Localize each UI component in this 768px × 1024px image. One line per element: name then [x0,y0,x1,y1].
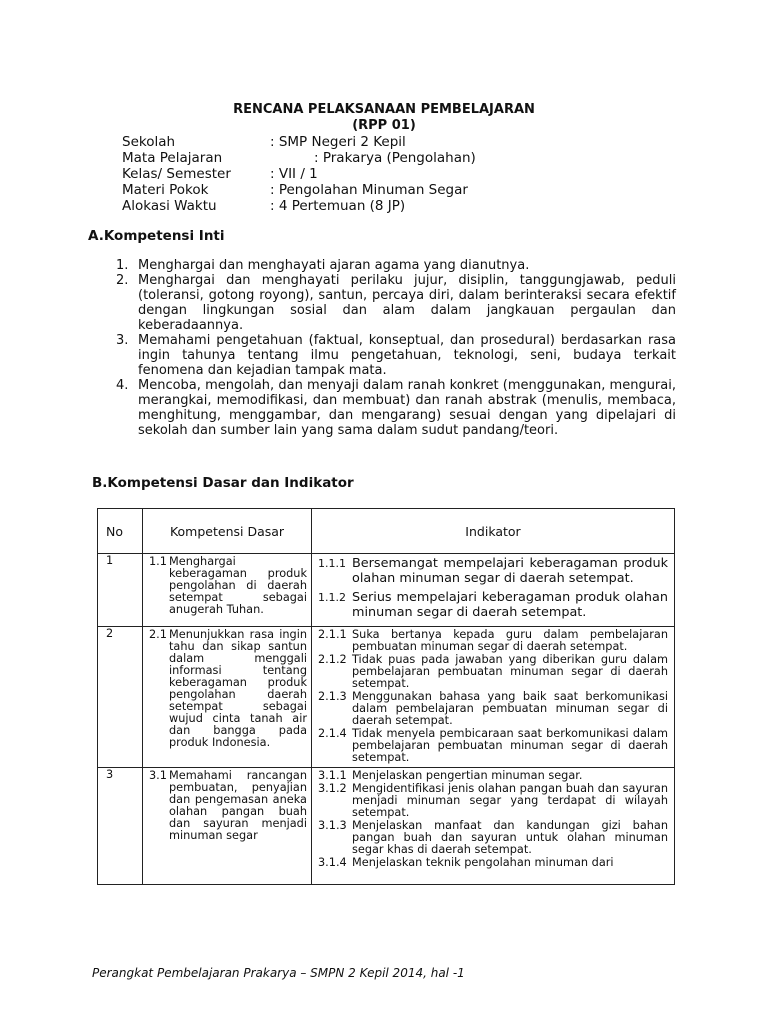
list-item [116,273,676,333]
list-item [116,333,676,378]
meta-label: Kelas/ Semester [122,166,231,182]
indicator-number: 3.1.3 [318,819,347,832]
indicator-item [318,728,668,764]
indicator-text: Tidak menyela pembicaraan saat berkomunikasi dalam pembelajaran pembuatan minuman segar di daerah setempat. [352,727,668,764]
list-item [116,258,676,273]
indicator-number: 2.1.2 [318,653,347,666]
meta-row-topic [122,182,682,198]
column-header-no: No [98,509,143,554]
list-item [116,378,676,438]
page-footer: Perangkat Pembelajaran Prakarya – SMPN 2 Kepil 2014, hal -1 [92,966,465,980]
indicator-item [318,857,668,869]
row-number: 2 [98,627,143,768]
kd-number: 3.1 [149,769,167,782]
kd-number: 1.1 [149,555,167,568]
list-item-text: Memahami pengetahuan (faktual, konseptual, dan prosedural) berdasarkan rasa ingin tahunya tentang ilmu pengetahuan, teknologi, seni, budaya terkait fenomena dan kejadian tampak mata. [138,333,676,378]
indicator-item [318,654,668,690]
meta-value: : VII / 1 [270,166,318,182]
kd-description: Menunjukkan rasa ingin tahu dan sikap santun dalam menggali informasi tentang keberagaman produk pengolahan daerah setempat sebagai wujud cinta tanah air dan bangga pada produk Indonesia. [169,628,307,749]
section-b-heading: B.Kompetensi Dasar dan Indikator [92,475,354,491]
kd-cell [143,554,312,627]
kd-description: Memahami rancangan pembuatan, penyajian dan pengemasan aneka olahan pangan buah dan sayuran menjadi minuman segar [169,769,307,842]
indicator-text: Serius mempelajari keberagaman produk olahan minuman segar di daerah setempat. [352,590,668,620]
competency-table [97,508,675,885]
indicator-item [318,629,668,653]
meta-value: : Pengolahan Minuman Segar [270,182,468,198]
kd-description: Menghargai keberagaman produk pengolahan di daerah setempat sebagai anugerah Tuhan. [169,555,307,616]
table-row [98,554,675,627]
meta-label: Sekolah [122,134,176,150]
list-item-text: Menghargai dan menghayati perilaku jujur, disiplin, tanggungjawab, peduli (toleransi, gotong royong), santun, percaya diri, dalam berinteraksi secara efektif dengan lingkungan sosial dan alam dalam jangkauan pergaulan dan keberadaannya. [138,273,676,333]
kd-number: 2.1 [149,628,167,641]
meta-row-subject [122,150,682,166]
indicator-text: Mengidentifikasi jenis olahan pangan buah dan sayuran menjadi minuman segar yang terdapat di wilayah setempat. [352,782,669,819]
list-item-number: 4. [116,378,129,393]
kd-cell [143,627,312,768]
indicator-text: Menjelaskan manfaat dan kandungan gizi bahan pangan buah dan sayuran untuk olahan minuman segar khas di daerah setempat. [352,819,668,856]
indicator-number: 2.1.4 [318,727,347,740]
meta-label: Mata Pelajaran [122,150,223,166]
table-header-row [98,509,675,554]
indicator-item [318,556,668,586]
section-a-heading: A.Kompetensi Inti [88,228,225,244]
indicator-item [318,820,668,856]
table-row [98,627,675,768]
column-header-kd: Kompetensi Dasar [143,509,312,554]
indicator-number: 2.1.3 [318,690,347,703]
list-item-text: Mencoba, mengolah, dan menyaji dalam ranah konkret (menggunakan, mengurai, merangkai, memodifikasi, dan membuat) dan ranah abstrak (menulis, membaca, menghitung, menggambar, dan mengarang) sesuai dengan yang dipelajari di sekolah dan sumber lain yang sama dalam sudut pandang/teori. [138,378,676,438]
indicator-text: Menggunakan bahasa yang baik saat berkomunikasi dalam pembelajaran pembuatan minuman segar di daerah setempat. [352,690,668,727]
indicator-number: 3.1.2 [318,782,347,795]
list-item-number: 2. [116,273,129,288]
kd-text [149,629,307,749]
meta-label: Alokasi Waktu [122,198,217,214]
meta-value: : SMP Negeri 2 Kepil [270,134,406,150]
indicator-text: Bersemangat mempelajari keberagaman produk olahan minuman segar di daerah setempat. [352,556,668,586]
indicator-number: 3.1.1 [318,769,347,782]
kd-cell [143,768,312,885]
indicator-item [318,770,668,782]
list-item-text: Menghargai dan menghayati ajaran agama yang dianutnya. [138,258,530,273]
kompetensi-inti-list [116,258,676,438]
kd-text [149,556,307,616]
indicator-text: Tidak puas pada jawaban yang diberikan guru dalam pembelajaran pembuatan minuman segar di daerah setempat. [352,653,668,690]
list-item-number: 3. [116,333,129,348]
meta-row-time [122,198,682,214]
meta-label: Materi Pokok [122,182,209,198]
indicator-item [318,691,668,727]
list-item-number: 1. [116,258,129,273]
indicator-item [318,590,668,620]
meta-value: : Prakarya (Pengolahan) [314,150,476,166]
meta-value: : 4 Pertemuan (8 JP) [270,198,406,214]
indicator-item [318,783,668,819]
document-subtitle: (RPP 01) [352,118,416,133]
indicator-number: 1.1.1 [318,557,346,570]
indicator-cell [312,768,675,885]
indicator-cell [312,554,675,627]
meta-row-school [122,134,682,150]
document-title: RENCANA PELAKSANAAN PEMBELAJARAN [233,102,535,117]
meta-block [122,134,682,214]
row-number: 3 [98,768,143,885]
indicator-cell [312,627,675,768]
indicator-text: Menjelaskan pengertian minuman segar. [352,769,583,782]
column-header-indicator: Indikator [312,509,675,554]
indicator-number: 1.1.2 [318,591,346,604]
indicator-text: Menjelaskan teknik pengolahan minuman dari [352,856,614,869]
kd-text [149,770,307,842]
indicator-text: Suka bertanya kepada guru dalam pembelajaran pembuatan minuman segar di daerah setempat. [352,628,668,653]
row-number: 1 [98,554,143,627]
meta-row-class [122,166,682,182]
indicator-number: 2.1.1 [318,628,347,641]
indicator-number: 3.1.4 [318,856,347,869]
table-row [98,768,675,885]
